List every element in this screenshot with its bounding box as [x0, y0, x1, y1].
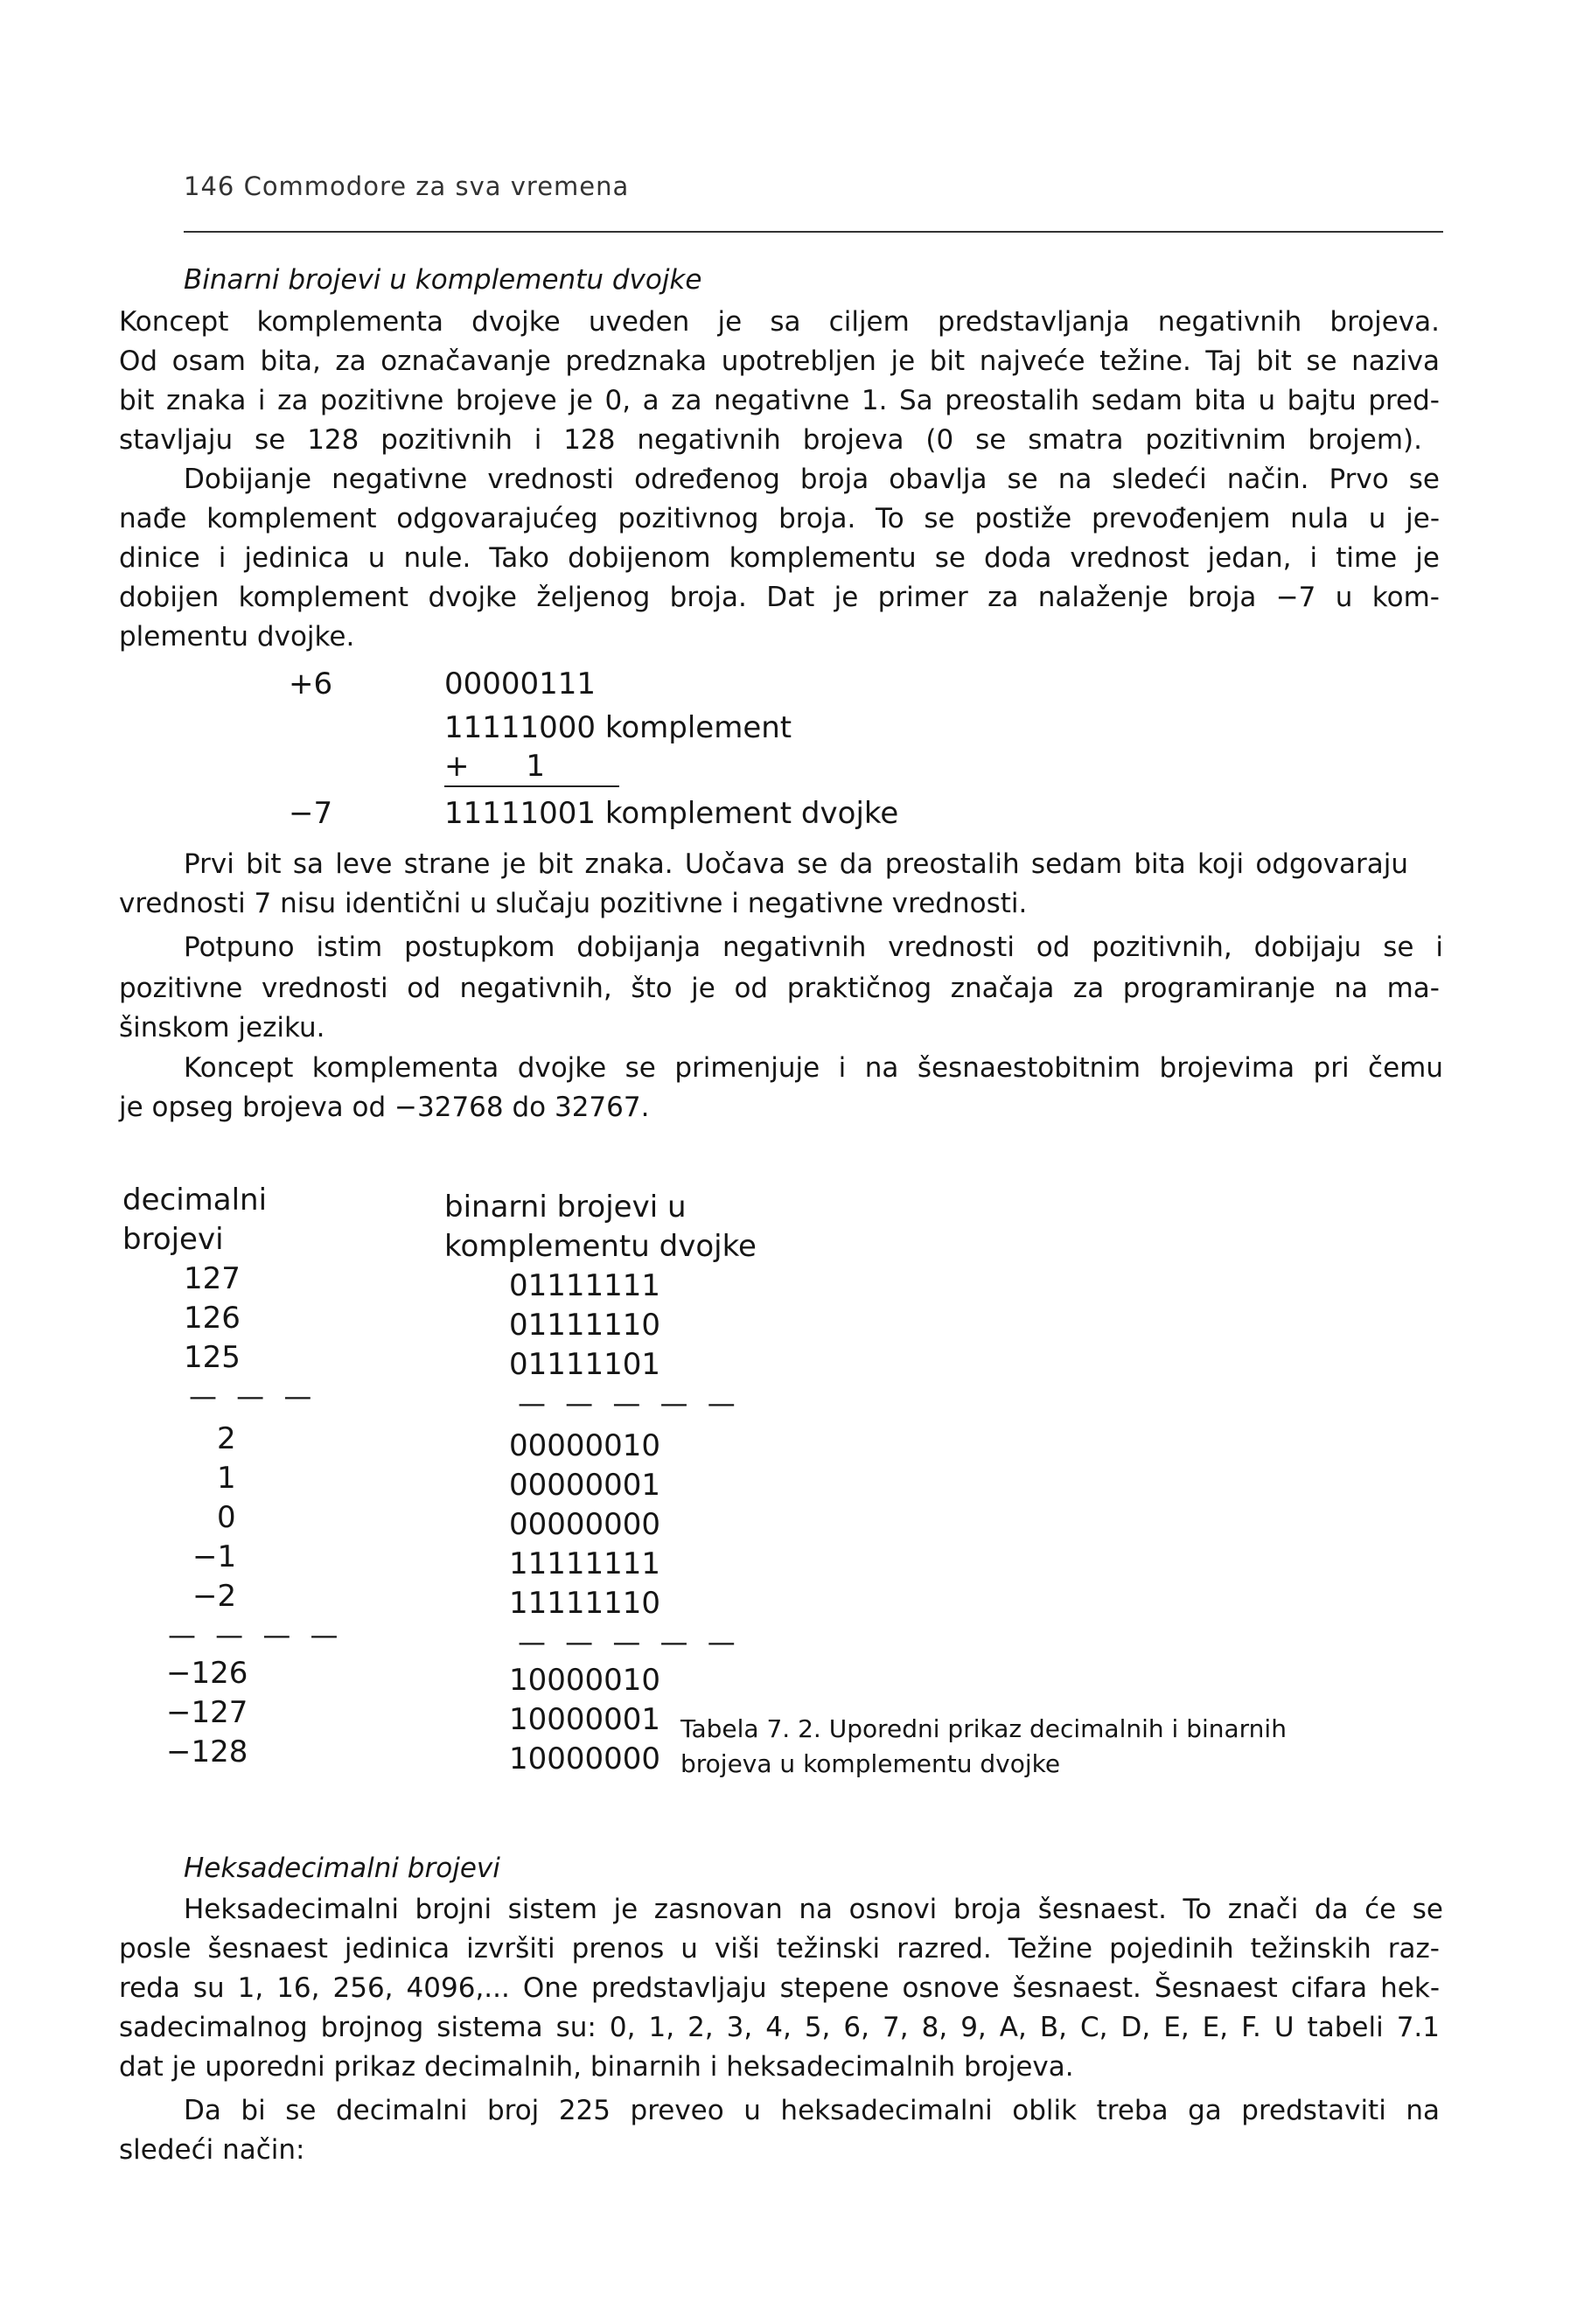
table-header-decimal: decimalni — [122, 1183, 268, 1218]
paragraph-line: plementu dvojke. — [119, 621, 355, 653]
section-heading-twos-complement: Binarni brojevi u komplementu dvojke — [184, 264, 702, 296]
table-cell-binary: 00000001 — [509, 1468, 661, 1503]
table-cell-binary: 01111111 — [509, 1268, 661, 1303]
table-cell-binary: 11111110 — [509, 1586, 661, 1621]
table-cell-decimal: −126 — [166, 1656, 248, 1691]
paragraph-line: vrednosti 7 nisu identični u slučaju pozitivne i negativne vrednosti. — [119, 888, 1028, 919]
table-cell-decimal: 1 — [217, 1461, 236, 1496]
table-cell-binary: 10000001 — [509, 1702, 661, 1737]
table-cell-decimal: 126 — [184, 1301, 241, 1336]
table-cell-decimal: 2 — [217, 1421, 236, 1456]
paragraph-line: bit znaka i za pozitivne brojeve je 0, a za negativne 1. Sa preostalih sedam bita u bajtu pred- — [119, 385, 1440, 416]
table-cell-binary: 01111110 — [509, 1308, 661, 1343]
paragraph-line: Od osam bita, za označavanje predznaka upotrebljen je bit najveće težine. Taj bit se naziva — [119, 345, 1440, 377]
example-binary: 11111000 komplement — [444, 710, 792, 745]
paragraph-line: pozitivne vrednosti od negativnih, što je od praktičnog značaja za programiranje na ma- — [119, 973, 1440, 1004]
table-ellipsis-dashes: — — — — — — [518, 1386, 741, 1420]
paragraph-line: dobijen komplement dvojke željenog broja. Dat je primer za nalaženje broja −7 u kom- — [119, 582, 1440, 613]
table-cell-binary: 00000010 — [509, 1428, 661, 1463]
paragraph-line: sledeći način: — [119, 2134, 305, 2166]
example-left-value: −7 — [289, 796, 333, 831]
paragraph-line: posle šesnaest jedinica izvršiti prenos u viši težinski razred. Težine pojedinih težinskih raz- — [119, 1933, 1440, 1965]
paragraph-line: dat je uporedni prikaz decimalnih, binarnih i heksadecimalnih brojeva. — [119, 2051, 1074, 2083]
table-ellipsis-dashes: — — — — — [168, 1618, 344, 1651]
table-header-decimal: brojevi — [122, 1222, 224, 1257]
paragraph-line: stavljaju se 128 pozitivnih i 128 negativnih brojeva (0 se smatra pozitivnim brojem). — [119, 424, 1422, 456]
table-cell-decimal: −2 — [192, 1579, 237, 1614]
table-cell-decimal: −128 — [166, 1734, 248, 1769]
table-cell-binary: 00000000 — [509, 1507, 661, 1542]
table-cell-binary: 01111101 — [509, 1347, 661, 1382]
table-cell-binary: 10000000 — [509, 1741, 661, 1776]
table-cell-binary: 11111111 — [509, 1546, 661, 1581]
table-header-binary: binarni brojevi u — [444, 1190, 687, 1225]
table-ellipsis-dashes: — — — — — — [518, 1625, 741, 1658]
example-sum-rule — [444, 785, 619, 787]
table-cell-binary: 10000010 — [509, 1663, 661, 1698]
paragraph-line: Prvi bit sa leve strane je bit znaka. Uočava se da preostalih sedam bita koji odgovaraju — [184, 848, 1408, 880]
paragraph-line: dinice i jedinica u nule. Tako dobijenom komplementu se doda vrednost jedan, i time je — [119, 542, 1440, 574]
table-cell-decimal: 0 — [217, 1500, 236, 1535]
paragraph-line: sadecimalnog brojnog sistema su: 0, 1, 2, 3, 4, 5, 6, 7, 8, 9, A, B, C, D, E, E, F. U tabeli 7.1 — [119, 2012, 1440, 2043]
paragraph-line: Heksadecimalni brojni sistem je zasnovan na osnovi broja šesnaest. To znači da će se — [184, 1894, 1443, 1925]
paragraph-line: šinskom jeziku. — [119, 1012, 325, 1043]
table-caption: Tabela 7. 2. Uporedni prikaz decimalnih i binarnih — [680, 1714, 1287, 1743]
example-binary: 00000111 — [444, 666, 597, 701]
section-heading-hexadecimal: Heksadecimalni brojevi — [184, 1853, 500, 1884]
example-left-value: +6 — [289, 666, 333, 701]
paragraph-line: reda su 1, 16, 256, 4096,... One predstavljaju stepene osnove šesnaest. Šesnaest cifara hek- — [119, 1972, 1440, 2004]
table-cell-decimal: −1 — [192, 1539, 237, 1574]
paragraph-line: Potpuno istim postupkom dobijanja negativnih vrednosti od pozitivnih, dobijaju se i — [184, 932, 1443, 963]
table-cell-decimal: −127 — [166, 1695, 248, 1730]
example-binary: 11111001 komplement dvojke — [444, 796, 899, 831]
table-header-binary: komplementu dvojke — [444, 1229, 757, 1264]
header-rule — [184, 231, 1443, 233]
table-cell-decimal: 127 — [184, 1261, 241, 1296]
paragraph-line: nađe komplement odgovarajućeg pozitivnog broja. To se postiže prevođenjem nula u je- — [119, 503, 1440, 534]
table-caption: brojeva u komplementu dvojke — [680, 1749, 1061, 1778]
table-ellipsis-dashes: — — — — [189, 1379, 318, 1413]
example-addend: + 1 — [444, 749, 545, 784]
paragraph-line: Koncept komplementa dvojke uveden je sa ciljem predstavljanja negativnih brojeva. — [119, 306, 1440, 338]
paragraph-line: Koncept komplementa dvojke se primenjuje i na šesnaestobitnim brojevima pri čemu — [184, 1052, 1443, 1084]
table-cell-decimal: 125 — [184, 1340, 241, 1375]
paragraph-line: Dobijanje negativne vrednosti određenog broja obavlja se na sledeći način. Prvo se — [184, 464, 1440, 495]
running-head: 146 Commodore za sva vremena — [184, 171, 630, 201]
paragraph-line: Da bi se decimalni broj 225 preveo u heksadecimalni oblik treba ga predstaviti na — [184, 2095, 1440, 2126]
paragraph-line: je opseg brojeva od −32768 do 32767. — [119, 1092, 650, 1123]
